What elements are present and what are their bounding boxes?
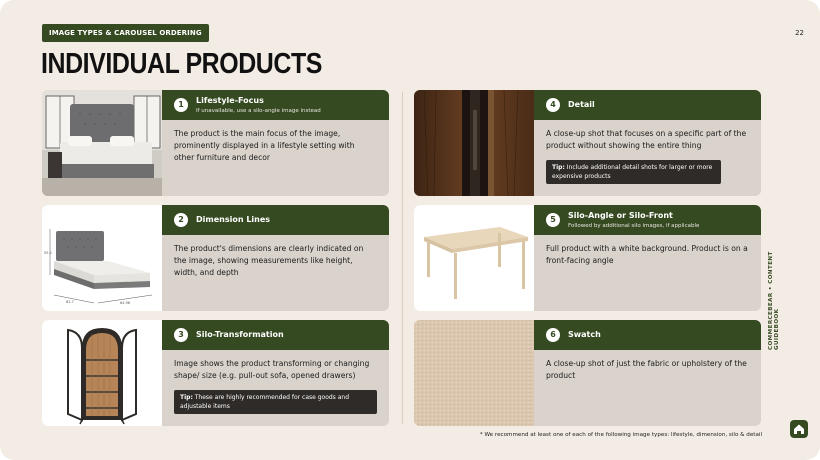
card-title: Lifestyle-Focus [196, 96, 264, 105]
card-title: Detail [568, 100, 595, 109]
section-tag: IMAGE TYPES & CAROUSEL ORDERING [42, 24, 209, 42]
card-header [534, 320, 761, 350]
card-description: The product is the main focus of the image, prominently displayed in a lifestyle setting with other furniture and decor [174, 129, 355, 162]
card-title: Silo-Transformation [196, 330, 284, 339]
page-number: 22 [795, 29, 804, 37]
card-title: Silo-Angle or Silo-Front [568, 211, 673, 220]
card-description: The product's dimensions are clearly indicated on the image, showing measurements like height, width, and depth [174, 244, 364, 277]
card-number: 4 [546, 98, 560, 112]
wood-closeup-detail [414, 90, 534, 196]
card-dimension-lines [42, 205, 389, 311]
tip-text: These are highly recommended for case goods and adjustable items [180, 394, 349, 410]
svg-text:55.2: 55.2 [44, 251, 52, 255]
svg-text:64.96: 64.96 [120, 301, 131, 305]
tip-text: Include additional detail shots for larger or more expensive products [552, 164, 713, 180]
card-description: A close-up shot that focuses on a specific part of the product without showing the entire thing [546, 129, 747, 150]
card-detail [414, 90, 761, 196]
wooden-dining-table [414, 205, 534, 311]
tip-box [546, 160, 721, 184]
card-header [534, 90, 761, 120]
card-subtitle: Followed by additional silo images, if applicable [568, 223, 700, 229]
card-number: 1 [174, 98, 188, 112]
card-title: Swatch [568, 330, 601, 339]
footnote: * We recommend at least one of each of the following image types: lifestyle, dimension, silo & detail [479, 432, 762, 438]
card-silo-transformation [42, 320, 389, 426]
tip-label: Tip: [552, 164, 565, 171]
card-lifestyle-focus [42, 90, 389, 196]
card-description: Image shows the product transforming or changing shape/ size (e.g. pull-out sofa, opened drawers) [174, 359, 370, 380]
card-header [162, 320, 389, 350]
card-number: 6 [546, 328, 560, 342]
column-divider [402, 92, 403, 424]
fabric-swatch [414, 320, 534, 426]
page-title: INDIVIDUAL PRODUCTS [41, 48, 322, 80]
card-title: Dimension Lines [196, 215, 271, 224]
card-header [162, 205, 389, 235]
bed-in-bedroom-photo [42, 90, 162, 196]
bed-with-dimension-lines [42, 205, 162, 311]
card-subtitle: If unavailable, use a silo-angle image instead [196, 108, 321, 114]
card-header [162, 90, 389, 120]
card-number: 3 [174, 328, 188, 342]
card-description: A close-up shot of just the fabric or upholstery of the product [546, 359, 747, 380]
card-silo-angle [414, 205, 761, 311]
card-description: Full product with a white background. Product is on a front-facing angle [546, 244, 748, 265]
card-swatch [414, 320, 761, 426]
card-header [534, 205, 761, 235]
tip-box [174, 390, 377, 414]
tip-label: Tip: [180, 394, 193, 401]
home-icon[interactable] [790, 420, 808, 438]
sidebar-brand-text: COMMERCEBEAR • CONTENT GUIDEBOOK [768, 251, 780, 350]
arched-cabinet-open-door [42, 320, 162, 426]
card-number: 5 [546, 213, 560, 227]
card-number: 2 [174, 213, 188, 227]
svg-text:82.7: 82.7 [66, 300, 74, 304]
